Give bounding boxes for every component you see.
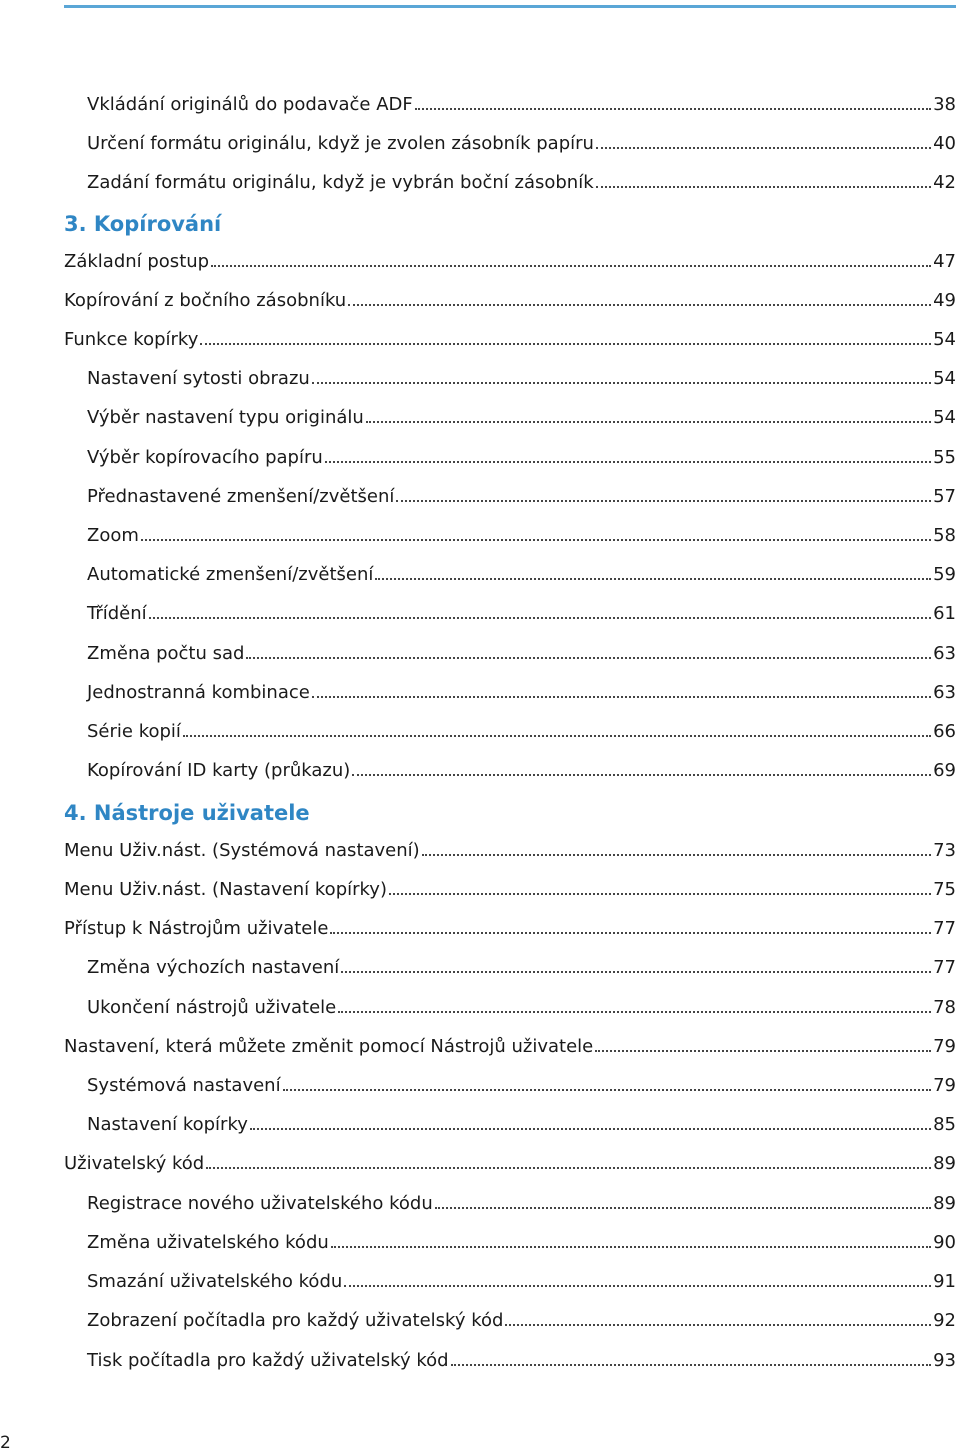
toc-entry-label: Registrace nového uživatelského kódu	[87, 1193, 433, 1214]
toc-entry-page: 63	[933, 682, 956, 703]
dot-leader	[211, 265, 931, 267]
dot-leader	[389, 893, 931, 895]
dot-leader	[344, 1285, 931, 1287]
toc-entry-label: Jednostranná kombinace	[87, 682, 310, 703]
toc-entry[interactable]	[87, 93, 956, 117]
toc-entry[interactable]	[64, 250, 956, 274]
toc-entry-page: 79	[933, 1036, 956, 1057]
dot-leader	[325, 461, 931, 463]
toc-entry-page: 63	[933, 643, 956, 664]
toc-entry[interactable]	[64, 328, 956, 352]
dot-leader	[451, 1364, 932, 1366]
toc-entry-label: Smazání uživatelského kódu	[87, 1271, 343, 1292]
toc-entry[interactable]	[87, 1349, 956, 1373]
toc-entry-page: 73	[933, 840, 956, 861]
dot-leader	[331, 1246, 931, 1248]
toc-entry-label: Automatické zmenšení/zvětšení	[87, 564, 374, 585]
toc-entry-label: Nastavení kopírky	[87, 1114, 248, 1135]
toc-entry-label: Změna uživatelského kódu	[87, 1232, 329, 1253]
dot-leader	[312, 696, 931, 698]
toc-entry-page: 57	[933, 486, 956, 507]
toc-entry[interactable]	[87, 485, 956, 509]
toc-entry-page: 89	[933, 1193, 956, 1214]
dot-leader	[206, 1167, 931, 1169]
dot-leader	[422, 854, 931, 856]
toc-entry[interactable]	[87, 563, 956, 587]
toc-entry-page: 42	[933, 172, 956, 193]
dot-leader	[505, 1324, 931, 1326]
chapter-heading[interactable]: 4. Nástroje uživatele	[64, 801, 310, 825]
toc-entry[interactable]	[87, 1192, 956, 1216]
toc-entry[interactable]	[87, 1074, 956, 1098]
toc-entry-page: 77	[933, 957, 956, 978]
toc-entry-label: Určení formátu originálu, když je zvolen zásobník papíru	[87, 133, 594, 154]
toc-entry-page: 91	[933, 1271, 956, 1292]
toc-entry-page: 54	[933, 407, 956, 428]
toc-entry[interactable]	[64, 878, 956, 902]
toc-entry-page: 79	[933, 1075, 956, 1096]
dot-leader	[596, 147, 931, 149]
toc-entry-label: Uživatelský kód	[64, 1153, 205, 1174]
toc-entry-page: 59	[933, 564, 956, 585]
dot-leader	[435, 1207, 931, 1209]
dot-leader	[341, 971, 931, 973]
toc-entry[interactable]	[87, 406, 956, 430]
toc-entry-label: Změna výchozích nastavení	[87, 957, 340, 978]
toc-entry[interactable]	[87, 1231, 956, 1255]
toc-entry[interactable]	[87, 524, 956, 548]
toc-entry[interactable]	[87, 1309, 956, 1333]
dot-leader	[330, 932, 931, 934]
toc-entry[interactable]	[87, 367, 956, 391]
toc-entry[interactable]	[87, 996, 956, 1020]
dot-leader	[375, 578, 931, 580]
toc-entry-label: Nastavení sytosti obrazu	[87, 368, 310, 389]
dot-leader	[396, 500, 931, 502]
toc-entry-page: 61	[933, 603, 956, 624]
toc-entry-page: 58	[933, 525, 956, 546]
toc-entry-page: 38	[933, 94, 956, 115]
dot-leader	[183, 735, 931, 737]
toc-entry-page: 78	[933, 997, 956, 1018]
toc-entry[interactable]	[87, 681, 956, 705]
toc-entry-label: Série kopií	[87, 721, 181, 742]
toc-entry-label: Systémová nastavení	[87, 1075, 281, 1096]
toc-entry-label: Výběr kopírovacího papíru	[87, 447, 323, 468]
toc-entry[interactable]	[87, 1113, 956, 1137]
toc-entry-label: Zobrazení počítadla pro každý uživatelský kód	[87, 1310, 504, 1331]
toc-entry[interactable]	[64, 917, 956, 941]
toc-entry-label: Ukončení nástrojů uživatele	[87, 997, 337, 1018]
toc-entry-label: Menu Uživ.nást. (Nastavení kopírky)	[64, 879, 387, 900]
toc-entry[interactable]	[87, 720, 956, 744]
toc-entry-label: Výběr nastavení typu originálu	[87, 407, 364, 428]
toc-entry[interactable]	[87, 642, 956, 666]
toc-entry[interactable]	[87, 132, 956, 156]
toc-entry-page: 54	[933, 329, 956, 350]
toc-entry-page: 47	[933, 251, 956, 272]
toc-entry-page: 69	[933, 760, 956, 781]
toc-entry-page: 92	[933, 1310, 956, 1331]
toc-entry-page: 77	[933, 918, 956, 939]
dot-leader	[352, 774, 931, 776]
toc-entry-label: Kopírování z bočního zásobníku	[64, 290, 347, 311]
toc-entry-page: 90	[933, 1232, 956, 1253]
dot-leader	[348, 304, 931, 306]
toc-entry-page: 66	[933, 721, 956, 742]
toc-entry[interactable]	[87, 446, 956, 470]
toc-entry-label: Základní postup	[64, 251, 210, 272]
toc-entry-label: Nastavení, která můžete změnit pomocí Nástrojů uživatele	[64, 1036, 594, 1057]
toc-entry[interactable]	[64, 1035, 956, 1059]
dot-leader	[596, 186, 931, 188]
toc-entry[interactable]	[64, 839, 956, 863]
toc-entry[interactable]	[64, 289, 956, 313]
toc-entry-label: Tisk počítadla pro každý uživatelský kód	[87, 1350, 449, 1371]
dot-leader	[595, 1050, 931, 1052]
dot-leader	[250, 1128, 931, 1130]
toc-entry[interactable]	[87, 759, 956, 783]
dot-leader	[246, 657, 931, 659]
toc-entry-label: Přednastavené zmenšení/zvětšení	[87, 486, 395, 507]
toc-entry-label: Přístup k Nástrojům uživatele	[64, 918, 329, 939]
toc-entry-label: Vkládání originálů do podavače ADF	[87, 94, 413, 115]
page-number: 2	[0, 1433, 11, 1453]
toc-entry-label: Funkce kopírky	[64, 329, 199, 350]
toc-entry[interactable]	[64, 1152, 956, 1176]
dot-leader	[283, 1089, 932, 1091]
toc-entry-page: 49	[933, 290, 956, 311]
toc-entry-label: Zadání formátu originálu, když je vybrán boční zásobník	[87, 172, 594, 193]
toc-entry-page: 85	[933, 1114, 956, 1135]
header-rule	[64, 5, 956, 8]
toc-entry[interactable]	[87, 956, 956, 980]
toc-entry-page: 75	[933, 879, 956, 900]
toc-entry-label: Zoom	[87, 525, 139, 546]
dot-leader	[200, 343, 931, 345]
toc-entry-page: 54	[933, 368, 956, 389]
toc-entry-label: Kopírování ID karty (průkazu)	[87, 760, 351, 781]
toc-entry[interactable]	[87, 1270, 956, 1294]
toc-entry-label: Změna počtu sad	[87, 643, 245, 664]
toc-entry-label: Třídění	[87, 603, 147, 624]
toc-entry-page: 55	[933, 447, 956, 468]
toc-entry-page: 93	[933, 1350, 956, 1371]
chapter-heading[interactable]: 3. Kopírování	[64, 212, 222, 236]
toc-entry-page: 89	[933, 1153, 956, 1174]
dot-leader	[149, 617, 931, 619]
dot-leader	[312, 382, 931, 384]
toc-entry-page: 40	[933, 133, 956, 154]
toc-entry[interactable]	[87, 171, 956, 195]
dot-leader	[366, 421, 931, 423]
toc-entry[interactable]	[87, 602, 956, 626]
dot-leader	[141, 539, 931, 541]
toc-entry-label: Menu Uživ.nást. (Systémová nastavení)	[64, 840, 420, 861]
dot-leader	[338, 1011, 931, 1013]
dot-leader	[415, 108, 931, 110]
